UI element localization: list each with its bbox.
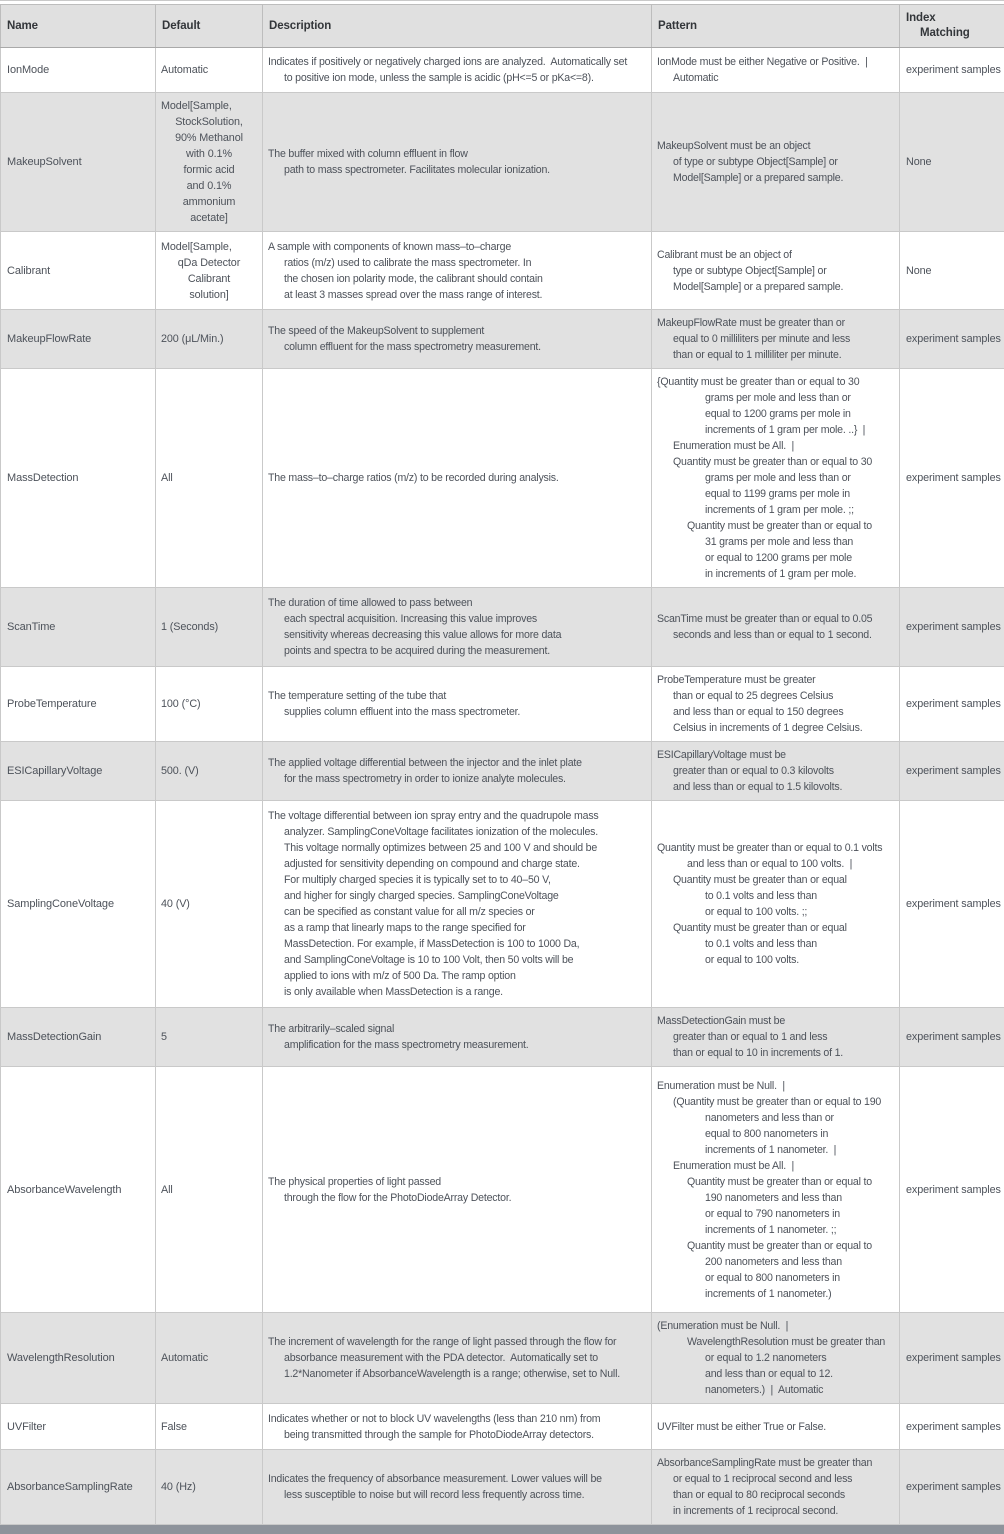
text-line: or equal to 800 nanometers in: [653, 1270, 898, 1286]
cell-name: MassDetection: [1, 369, 156, 588]
cell-default: [156, 48, 263, 93]
text-line: (Quantity must be greater than or equal to 190: [653, 1094, 898, 1110]
text-line: increments of 1 nanometer.): [653, 1286, 898, 1302]
cell-description: [263, 742, 652, 801]
table-row-absorbancesamplingrate: [1, 1450, 1004, 1525]
text-line: greater than or equal to 0.3 kilovolts: [653, 763, 898, 779]
text-line: type or subtype Object[Sample] or: [653, 263, 898, 279]
text-line: MassDetectionGain must be: [653, 1013, 898, 1029]
cell-name: ScanTime: [1, 588, 156, 667]
text-line: absorbance measurement with the PDA detector. Automatically set to: [264, 1350, 650, 1366]
text-line: The temperature setting of the tube that: [264, 688, 650, 704]
text-line: ratios (m/z) used to calibrate the mass spectrometer. In: [264, 255, 650, 271]
cell-pattern: [652, 1404, 900, 1450]
text-line: can be specified as constant value for all m/z species or: [264, 904, 650, 920]
text-line: Quantity must be greater than or equal to 0.1 volts: [653, 840, 898, 856]
text-line: and less than or equal to 150 degrees: [653, 704, 898, 720]
text-line: equal to 800 nanometers in: [653, 1126, 898, 1142]
cell-pattern: [652, 667, 900, 742]
text-line: Model[Sample,: [157, 239, 261, 255]
text-line: seconds and less than or equal to 1 second.: [653, 627, 898, 643]
cell-pattern: [652, 48, 900, 93]
text-line: being transmitted through the sample for PhotoDiodeArray detectors.: [264, 1427, 650, 1443]
cell-name: ProbeTemperature: [1, 667, 156, 742]
column-header-index-matching: [900, 5, 1004, 48]
text-line: 90% Methanol: [157, 130, 261, 146]
text-line: Automatic: [157, 62, 261, 78]
text-line: of type or subtype Object[Sample] or: [653, 154, 898, 170]
cell-description: [263, 232, 652, 310]
text-line: nanometers and less than or: [653, 1110, 898, 1126]
cell-description: [263, 369, 652, 588]
text-line: or equal to 1 reciprocal second and less: [653, 1471, 898, 1487]
column-header-label: Default: [156, 19, 262, 34]
cell-name: UVFilter: [1, 1404, 156, 1450]
text-line: 500. (V): [157, 763, 261, 779]
column-header-description: [263, 5, 652, 48]
text-line: For multiply charged species it is typically set to to 40–50 V,: [264, 872, 650, 888]
text-line: This voltage normally optimizes between 25 and 100 V and should be: [264, 840, 650, 856]
text-line: Calibrant must be an object of: [653, 247, 898, 263]
text-line: to positive ion mode, unless the sample is acidic (pH<=5 or pKa<=8).: [264, 70, 650, 86]
text-line: StockSolution,: [157, 114, 261, 130]
cell-default: [156, 369, 263, 588]
horizontal-scrollbar[interactable]: [0, 1525, 1004, 1534]
text-line: ProbeTemperature must be greater: [653, 672, 898, 688]
text-line: (Enumeration must be Null. |: [653, 1318, 898, 1334]
cell-default: [156, 310, 263, 369]
cell-description: [263, 1404, 652, 1450]
cell-name: MassDetectionGain: [1, 1008, 156, 1067]
text-line: All: [157, 470, 261, 486]
text-line: and less than or equal to 100 volts. |: [653, 856, 898, 872]
text-line: at least 3 masses spread over the mass range of interest.: [264, 287, 650, 303]
cell-name: IonMode: [1, 48, 156, 93]
text-line: adjusted for sensitivity depending on compound and charge state.: [264, 856, 650, 872]
text-line: grams per mole and less than or: [653, 470, 898, 486]
text-line: acetate]: [157, 210, 261, 226]
text-line: equal to 0 milliliters per minute and less: [653, 331, 898, 347]
cell-description: [263, 801, 652, 1008]
text-line: than or equal to 25 degrees Celsius: [653, 688, 898, 704]
cell-default: [156, 801, 263, 1008]
text-line: amplification for the mass spectrometry measurement.: [264, 1037, 650, 1053]
cell-pattern: [652, 1067, 900, 1313]
text-line: The applied voltage differential between the injector and the inlet plate: [264, 755, 650, 771]
cell-pattern: [652, 1008, 900, 1067]
cell-description: [263, 310, 652, 369]
cell-default: [156, 1313, 263, 1404]
cell-index-matching: experiment samples: [900, 588, 1004, 667]
text-line: 40 (Hz): [157, 1479, 261, 1495]
cell-description: [263, 1450, 652, 1525]
text-line: Quantity must be greater than or equal: [653, 920, 898, 936]
cell-description: [263, 48, 652, 93]
cell-index-matching: experiment samples: [900, 1404, 1004, 1450]
table-row-samplingconevoltage: [1, 801, 1004, 1008]
text-line: in increments of 1 gram per mole.: [653, 566, 898, 582]
table-row-probetemperature: [1, 667, 1004, 742]
text-line: formic acid: [157, 162, 261, 178]
text-line: Enumeration must be Null. |: [653, 1078, 898, 1094]
cell-index-matching: None: [900, 93, 1004, 232]
text-line: 100 (°C): [157, 696, 261, 712]
cell-index-matching: experiment samples: [900, 1067, 1004, 1313]
text-line: and higher for singly charged species. SamplingConeVoltage: [264, 888, 650, 904]
table-row-makeupflowrate: [1, 310, 1004, 369]
cell-default: [156, 1404, 263, 1450]
cell-pattern: [652, 310, 900, 369]
text-line: 200 nanometers and less than: [653, 1254, 898, 1270]
cell-pattern: [652, 588, 900, 667]
text-line: 40 (V): [157, 896, 261, 912]
table-row-makeupsolvent: [1, 93, 1004, 232]
table-row-massdetectiongain: [1, 1008, 1004, 1067]
cell-description: [263, 93, 652, 232]
column-header-name: [1, 5, 156, 48]
text-line: than or equal to 10 in increments of 1.: [653, 1045, 898, 1061]
text-line: Indicates if positively or negatively charged ions are analyzed. Automatically set: [264, 54, 650, 70]
column-header-label: Matching: [900, 26, 1004, 41]
cell-index-matching: experiment samples: [900, 48, 1004, 93]
text-line: The mass–to–charge ratios (m/z) to be recorded during analysis.: [264, 470, 650, 486]
column-header-default: [156, 5, 263, 48]
cell-default: [156, 93, 263, 232]
text-line: 200 (μL/Min.): [157, 331, 261, 347]
cell-pattern: [652, 801, 900, 1008]
text-line: False: [157, 1419, 261, 1435]
cell-index-matching: experiment samples: [900, 310, 1004, 369]
cell-name: AbsorbanceSamplingRate: [1, 1450, 156, 1525]
text-line: increments of 1 gram per mole. ;;: [653, 502, 898, 518]
cell-name: ESICapillaryVoltage: [1, 742, 156, 801]
text-line: for the mass spectrometry in order to ionize analyte molecules.: [264, 771, 650, 787]
text-line: qDa Detector: [157, 255, 261, 271]
cell-default: [156, 588, 263, 667]
column-header-pattern: [652, 5, 900, 48]
text-line: Enumeration must be All. |: [653, 1158, 898, 1174]
cell-index-matching: experiment samples: [900, 801, 1004, 1008]
table-row-calibrant: [1, 232, 1004, 310]
text-line: in increments of 1 reciprocal second.: [653, 1503, 898, 1519]
text-line: The buffer mixed with column effluent in flow: [264, 146, 650, 162]
text-line: All: [157, 1182, 261, 1198]
text-line: Indicates the frequency of absorbance measurement. Lower values will be: [264, 1471, 650, 1487]
cell-index-matching: experiment samples: [900, 1450, 1004, 1525]
text-line: Celsius in increments of 1 degree Celsius.: [653, 720, 898, 736]
text-line: sensitivity whereas decreasing this value allows for more data: [264, 627, 650, 643]
cell-index-matching: experiment samples: [900, 369, 1004, 588]
text-line: The speed of the MakeupSolvent to supplement: [264, 323, 650, 339]
text-line: The physical properties of light passed: [264, 1174, 650, 1190]
text-line: or equal to 790 nanometers in: [653, 1206, 898, 1222]
text-line: AbsorbanceSamplingRate must be greater than: [653, 1455, 898, 1471]
text-line: increments of 1 gram per mole. ..} |: [653, 422, 898, 438]
text-line: Calibrant: [157, 271, 261, 287]
options-table: [0, 4, 1004, 1525]
cell-pattern: [652, 93, 900, 232]
table-row-uvfilter: [1, 1404, 1004, 1450]
text-line: The voltage differential between ion spray entry and the quadrupole mass: [264, 808, 650, 824]
text-line: greater than or equal to 1 and less: [653, 1029, 898, 1045]
text-line: ESICapillaryVoltage must be: [653, 747, 898, 763]
cell-default: [156, 667, 263, 742]
cell-pattern: [652, 742, 900, 801]
text-line: less susceptible to noise but will record less frequently across time.: [264, 1487, 650, 1503]
text-line: Model[Sample] or a prepared sample.: [653, 170, 898, 186]
table-body: [1, 48, 1004, 1525]
cell-default: [156, 232, 263, 310]
text-line: Automatic: [157, 1350, 261, 1366]
table-row-massdetection: [1, 369, 1004, 588]
text-line: to 0.1 volts and less than: [653, 936, 898, 952]
text-line: Automatic: [653, 70, 898, 86]
cell-index-matching: experiment samples: [900, 742, 1004, 801]
text-line: {Quantity must be greater than or equal to 30: [653, 374, 898, 390]
text-line: Quantity must be greater than or equal to: [653, 1174, 898, 1190]
text-line: 1 (Seconds): [157, 619, 261, 635]
text-line: Quantity must be greater than or equal: [653, 872, 898, 888]
table-row-scantime: [1, 588, 1004, 667]
cell-name: MakeupFlowRate: [1, 310, 156, 369]
text-line: 190 nanometers and less than: [653, 1190, 898, 1206]
cell-index-matching: experiment samples: [900, 1313, 1004, 1404]
cell-name: MakeupSolvent: [1, 93, 156, 232]
text-line: path to mass spectrometer. Facilitates molecular ionization.: [264, 162, 650, 178]
cell-default: [156, 1067, 263, 1313]
text-line: equal to 1200 grams per mole in: [653, 406, 898, 422]
text-line: Indicates whether or not to block UV wavelengths (less than 210 nm) from: [264, 1411, 650, 1427]
cell-index-matching: None: [900, 232, 1004, 310]
text-line: and SamplingConeVoltage is 10 to 100 Volt, then 50 volts will be: [264, 952, 650, 968]
text-line: 1.2*Nanometer if AbsorbanceWavelength is a range; otherwise, set to Null.: [264, 1366, 650, 1382]
cell-description: [263, 1313, 652, 1404]
text-line: through the flow for the PhotoDiodeArray Detector.: [264, 1190, 650, 1206]
text-line: solution]: [157, 287, 261, 303]
text-line: Quantity must be greater than or equal to: [653, 1238, 898, 1254]
cell-description: [263, 1008, 652, 1067]
text-line: than or equal to 1 milliliter per minute.: [653, 347, 898, 363]
cell-description: [263, 667, 652, 742]
text-line: The duration of time allowed to pass between: [264, 595, 650, 611]
text-line: A sample with components of known mass–to–charge: [264, 239, 650, 255]
text-line: Model[Sample,: [157, 98, 261, 114]
text-line: Model[Sample] or a prepared sample.: [653, 279, 898, 295]
table-row-wavelengthresolution: [1, 1313, 1004, 1404]
cell-name: AbsorbanceWavelength: [1, 1067, 156, 1313]
text-line: Quantity must be greater than or equal to: [653, 518, 898, 534]
text-line: column effluent for the mass spectrometry measurement.: [264, 339, 650, 355]
text-line: increments of 1 nanometer. ;;: [653, 1222, 898, 1238]
column-header-label: Description: [263, 19, 651, 34]
cell-index-matching: experiment samples: [900, 1008, 1004, 1067]
text-line: than or equal to 80 reciprocal seconds: [653, 1487, 898, 1503]
text-line: is only available when MassDetection is a range.: [264, 984, 650, 1000]
text-line: MakeupSolvent must be an object: [653, 138, 898, 154]
text-line: MakeupFlowRate must be greater than or: [653, 315, 898, 331]
text-line: as a ramp that linearly maps to the range specified for: [264, 920, 650, 936]
table-row-absorbancewavelength: [1, 1067, 1004, 1313]
text-line: grams per mole and less than or: [653, 390, 898, 406]
cell-pattern: [652, 232, 900, 310]
cell-pattern: [652, 1450, 900, 1525]
text-line: or equal to 100 volts.: [653, 952, 898, 968]
text-line: ScanTime must be greater than or equal to 0.05: [653, 611, 898, 627]
cell-name: Calibrant: [1, 232, 156, 310]
text-line: The increment of wavelength for the range of light passed through the flow for: [264, 1334, 650, 1350]
text-line: points and spectra to be acquired during the measurement.: [264, 643, 650, 659]
text-line: and less than or equal to 12.: [653, 1366, 898, 1382]
text-line: supplies column effluent into the mass spectrometer.: [264, 704, 650, 720]
text-line: or equal to 1200 grams per mole: [653, 550, 898, 566]
text-line: equal to 1199 grams per mole in: [653, 486, 898, 502]
cell-pattern: [652, 369, 900, 588]
column-header-label: Pattern: [652, 19, 899, 34]
text-line: 5: [157, 1029, 261, 1045]
text-line: or equal to 100 volts. ;;: [653, 904, 898, 920]
text-line: Quantity must be greater than or equal to 30: [653, 454, 898, 470]
cell-description: [263, 1067, 652, 1313]
table-row-ionmode: [1, 48, 1004, 93]
cell-default: [156, 1450, 263, 1525]
text-line: analyzer. SamplingConeVoltage facilitates ionization of the molecules.: [264, 824, 650, 840]
text-line: MassDetection. For example, if MassDetection is 100 to 1000 Da,: [264, 936, 650, 952]
text-line: IonMode must be either Negative or Positive. |: [653, 54, 898, 70]
text-line: The arbitrarily–scaled signal: [264, 1021, 650, 1037]
text-line: or equal to 1.2 nanometers: [653, 1350, 898, 1366]
header-row: [1, 5, 1004, 48]
text-line: Enumeration must be All. |: [653, 438, 898, 454]
column-header-label: Index: [900, 11, 1004, 26]
text-line: with 0.1%: [157, 146, 261, 162]
cell-name: WavelengthResolution: [1, 1313, 156, 1404]
cell-default: [156, 742, 263, 801]
text-line: UVFilter must be either True or False.: [653, 1419, 898, 1435]
text-line: each spectral acquisition. Increasing this value improves: [264, 611, 650, 627]
cell-index-matching: experiment samples: [900, 667, 1004, 742]
text-line: WavelengthResolution must be greater than: [653, 1334, 898, 1350]
text-line: 31 grams per mole and less than: [653, 534, 898, 550]
text-line: and 0.1%: [157, 178, 261, 194]
text-line: nanometers.) | Automatic: [653, 1382, 898, 1398]
text-line: to 0.1 volts and less than: [653, 888, 898, 904]
cell-default: [156, 1008, 263, 1067]
text-line: and less than or equal to 1.5 kilovolts.: [653, 779, 898, 795]
cell-pattern: [652, 1313, 900, 1404]
cell-description: [263, 588, 652, 667]
column-header-label: Name: [1, 19, 155, 34]
text-line: applied to ions with m/z of 500 Da. The ramp option: [264, 968, 650, 984]
text-line: the chosen ion polarity mode, the calibrant should contain: [264, 271, 650, 287]
text-line: ammonium: [157, 194, 261, 210]
cell-name: SamplingConeVoltage: [1, 801, 156, 1008]
text-line: increments of 1 nanometer. |: [653, 1142, 898, 1158]
table-row-esicapillaryvoltage: [1, 742, 1004, 801]
